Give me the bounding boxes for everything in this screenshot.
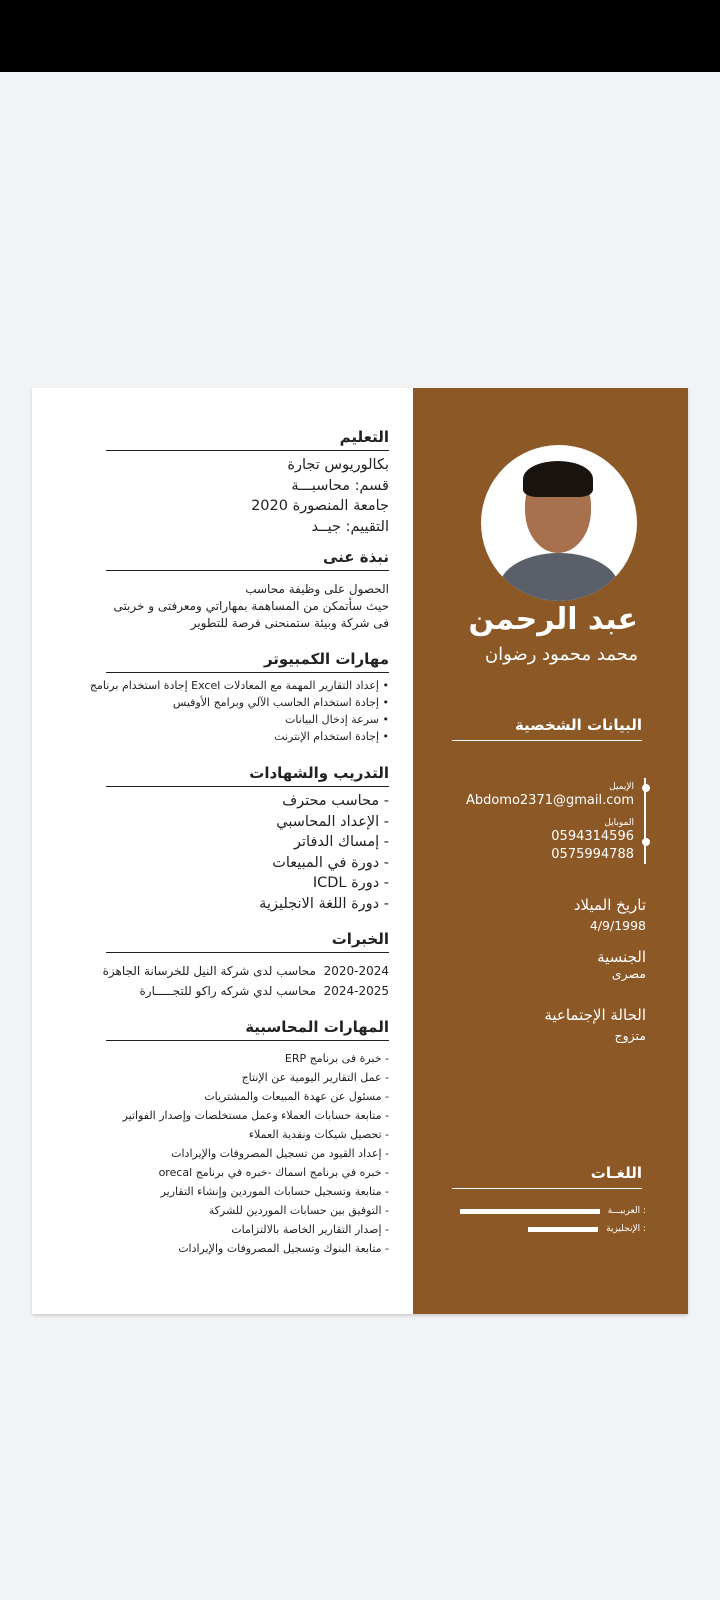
- list-item: - الإعداد المحاسبي: [32, 812, 389, 833]
- list-item: - متابعة حسابات العملاء وعمل مستخلصات وإصدار الفواتير: [32, 1106, 389, 1125]
- email-value: Abdomo2371@gmail.com: [465, 793, 634, 808]
- accounting-skills-title: المهارات المحاسبية: [106, 1018, 389, 1041]
- about-line: الحصول على وظيفة محاسب: [245, 582, 389, 596]
- resume-main-column: [32, 388, 413, 1314]
- nationality-label: الجنسية: [597, 948, 646, 966]
- about-section: [32, 548, 413, 632]
- about-line: حيث سأتمكن من المساهمة بمهاراتي ومعرفتى و خربتى: [113, 599, 389, 613]
- personal-title: البيانات الشخصية: [452, 716, 642, 741]
- list-item: - متابعة وتسجيل حسابات الموردين وإنشاء التقارير: [32, 1182, 389, 1201]
- education-title: التعليم: [106, 428, 389, 451]
- birth-label: تاريخ الميلاد: [573, 896, 646, 914]
- experience-row: [32, 981, 389, 1001]
- marital-value: متزوج: [614, 1028, 646, 1043]
- list-item: - التوفيق بين حسابات الموردين للشركة: [32, 1201, 389, 1220]
- birth-info: [574, 896, 646, 933]
- language-row: [528, 1224, 646, 1234]
- experience-title: الخبرات: [106, 930, 389, 953]
- language-level-bar: [460, 1209, 600, 1214]
- list-item: - خبرة فى برنامج ERP: [32, 1049, 389, 1068]
- list-item: - دورة ICDL: [32, 873, 389, 894]
- list-item: - دورة اللغة الانجليزية: [32, 894, 389, 915]
- nationality-value: مصرى: [611, 966, 646, 981]
- experience-section: [32, 930, 413, 1001]
- experience-text: محاسب لدى شركة النيل للخرسانة الجاهزة: [102, 964, 316, 978]
- education-line: بكالوريوس تجارة: [287, 457, 389, 473]
- list-item: - تحصيل شيكات ونقدية العملاء: [32, 1125, 389, 1144]
- computer-skills-title: مهارات الكمبيوتر: [106, 650, 389, 673]
- experience-years: 2020-2024: [323, 964, 389, 978]
- list-item: - محاسب محترف: [32, 791, 389, 812]
- contact-timeline: [426, 778, 646, 864]
- phone-1: 0594314596: [551, 829, 634, 844]
- languages-title: اللغـات: [452, 1164, 642, 1189]
- list-item: • سرعة إدخال البيانات: [32, 711, 389, 728]
- language-name: العربيـــة :: [607, 1206, 646, 1216]
- list-item: - إصدار التقارير الخاصة بالالتزامات: [32, 1220, 389, 1239]
- list-item: - دورة في المبيعات: [32, 853, 389, 874]
- education-line: قسم: محاسبـــة: [291, 477, 389, 494]
- list-item: • إعداد التقارير المهمة مع المعادلات Excel إجادة استخدام برنامج: [32, 677, 389, 694]
- status-bar: [0, 0, 720, 72]
- education-line: التقييم: جيــد: [311, 518, 389, 535]
- profile-full-name: محمد محمود رضوان: [484, 644, 638, 665]
- list-item: • إجادة استخدام الإنترنت: [32, 728, 389, 745]
- language-level-bar: [528, 1227, 598, 1232]
- training-section: [32, 764, 413, 914]
- list-item: - إعداد القيود من تسجيل المصروفات والإيرادات: [32, 1144, 389, 1163]
- language-row: [460, 1206, 646, 1216]
- timeline-dot-icon: [642, 838, 650, 846]
- education-section: [32, 428, 413, 537]
- list-item: - مسئول عن عهدة المبيعات والمشتريات: [32, 1087, 389, 1106]
- about-line: فى شركة وبيئة ستمنحنى فرصة للتطوير: [190, 616, 389, 630]
- profile-photo: [481, 445, 637, 601]
- marital-info: [544, 1006, 646, 1043]
- about-title: نبذة عنى: [106, 548, 389, 571]
- computer-skills-section: [32, 650, 413, 745]
- timeline-dot-icon: [642, 784, 650, 792]
- list-item: - خبره في برنامج اسماك -خبره في برنامج orecal: [32, 1163, 389, 1182]
- nationality-info: [597, 948, 646, 981]
- email-label: الإيميل: [609, 782, 634, 792]
- experience-row: [32, 961, 389, 981]
- resume-page: [32, 388, 688, 1314]
- language-name: الإنجليزية :: [606, 1224, 646, 1234]
- training-title: التدريب والشهادات: [106, 764, 389, 787]
- education-line: جامعة المنصورة 2020: [251, 498, 389, 514]
- birth-value: 4/9/1998: [589, 918, 646, 933]
- list-item: - متابعة البنوك وتسجيل المصروفات والإيرادات: [32, 1239, 389, 1258]
- experience-text: محاسب لدي شركه راكو للتجـــــارة: [139, 984, 316, 998]
- accounting-skills-section: [32, 1018, 413, 1258]
- list-item: - إمساك الدفاتر: [32, 832, 389, 853]
- phone-2: 0575994788: [551, 847, 634, 862]
- experience-years: 2024-2025: [323, 984, 389, 998]
- list-item: • إجادة استخدام الحاسب الآلي وبرامج الأوفيس: [32, 694, 389, 711]
- marital-label: الحالة الإجتماعية: [544, 1006, 646, 1024]
- profile-first-name: عبد الرحمن: [468, 602, 638, 637]
- resume-sidebar: [413, 388, 688, 1314]
- mobile-label: الموبايل: [604, 818, 634, 828]
- list-item: - عمل التقارير اليومية عن الإنتاج: [32, 1068, 389, 1087]
